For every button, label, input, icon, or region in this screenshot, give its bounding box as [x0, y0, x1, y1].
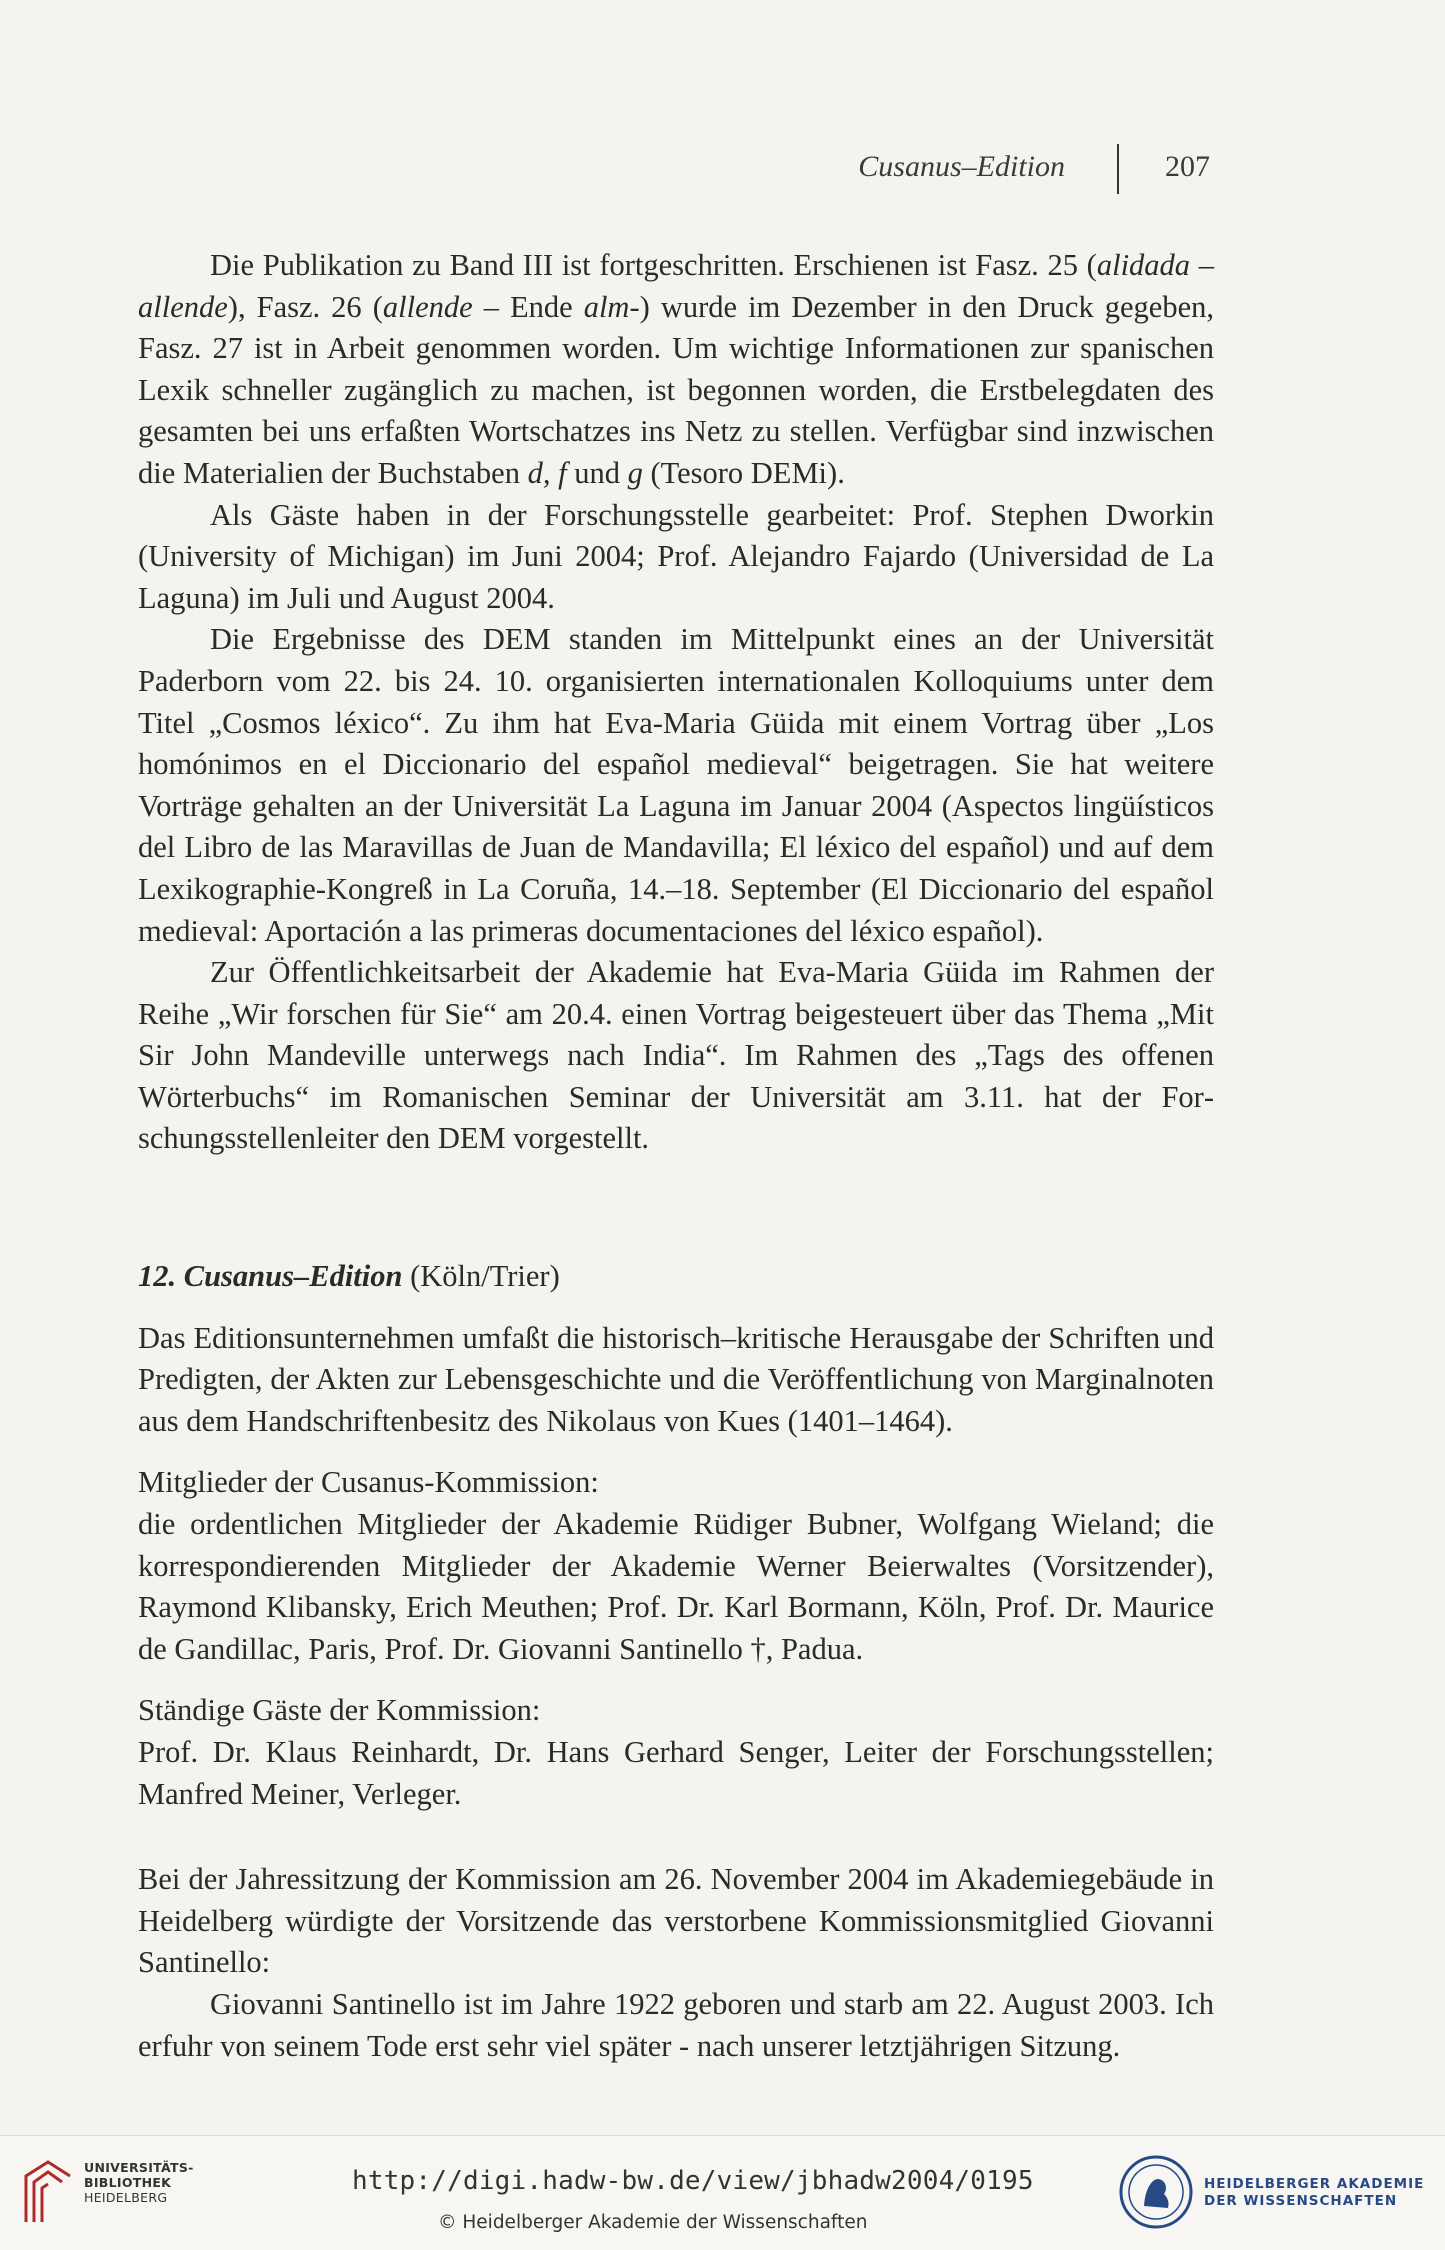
text-run: und	[566, 455, 628, 490]
academy-name-line: HEIDELBERGER AKADEMIE	[1204, 2176, 1425, 2192]
university-library-name	[84, 2160, 194, 2205]
running-head	[0, 144, 1445, 194]
paragraph-guests: Als Gäste haben in der Forschungsstelle gearbeitet: Prof. Stephen Dworkin (University of Michigan) im Juni 2004; Prof. Alejandro Fajardo (Universidad de La Laguna) im Juli und August 2004.	[138, 497, 1214, 615]
italic-run: alidada –allende	[138, 248, 1214, 324]
page-number: 207	[1165, 150, 1210, 183]
paragraph-santinello: Giovanni Santinello ist im Jahre 1922 geboren und starb am 22. August 2003. Ich erfuhr von seinem Tode erst sehr viel später - nach unserer letztjährigen Sitzung.	[138, 1986, 1214, 2063]
running-head-divider	[1117, 144, 1119, 194]
italic-run: alm-	[583, 289, 640, 324]
guests-label: Ständige Gäste der Kommission:	[138, 1693, 541, 1728]
paragraph-edition-scope: Das Editionsunternehmen umfaßt die historisch–kritische Herausgabe der Schriften und Predigten, der Akten zur Lebensgeschichte und die Veröffentlichung von Marginalnoten aus dem Handschriftenbesitz des Nikolaus von Kues (1401–1464).	[138, 1320, 1214, 1438]
paragraph-public-outreach: Zur Öffentlichkeitsarbeit der Akademie hat Eva-Maria Güida im Rahmen der Reihe „Wir forschen für Sie“ am 20.4. einen Vortrag beigesteuert über das Thema „Mit Sir John Mandeville unterwegs nach India“. Im Rahmen des „Tags des offenen Wörterbuchs“ im Romanischen Seminar der Universität am 3.11. hat der Forschungsstellenleiter den DEM vorgestellt.	[138, 955, 1214, 1156]
section-place: (Köln/Trier)	[402, 1259, 560, 1294]
academy-name	[1204, 2176, 1424, 2210]
guests-list: Prof. Dr. Klaus Reinhardt, Dr. Hans Gerhard Senger, Leiter der Forschungsstellen; Manfred Meiner, Verleger.	[138, 1735, 1214, 1811]
academy-seal-logo	[1118, 2154, 1194, 2230]
italic-run: g	[627, 455, 643, 490]
permalink-url[interactable]: http://digi.hadw-bw.de/view/jbhadw2004/0195	[352, 2166, 1034, 2196]
academy-name-line: DER WISSENSCHAFTEN	[1204, 2193, 1398, 2209]
library-name-line: HEIDELBERG	[84, 2190, 168, 2205]
members-list: die ordentlichen Mitglieder der Akademie Rüdiger Bubner, Wolfgang Wieland; die korrespondierenden Mitglieder der Akademie Werner Beierwaltes (Vorsitzender), Raymond Klibansky, Erich Meuthen; Prof. Dr. Karl Bormann, Köln, Prof. Dr. Maurice de Gandillac, Paris, Prof. Dr. Giovanni Santinello †, Padua.	[138, 1507, 1214, 1666]
italic-run: allende	[382, 289, 473, 324]
members-label: Mitglieder der Cusanus-Kommission:	[138, 1465, 599, 1500]
library-name-line: BIBLIOTHEK	[84, 2175, 172, 2190]
paragraph-publication	[138, 245, 1214, 495]
paragraph-annual-meeting: Bei der Jahressitzung der Kommission am 26. November 2004 im Akademiegebäude in Heidelberg würdigte der Vorsitzende das verstorbene Kommissionsmitglied Giovanni Santinello:	[138, 1862, 1214, 1980]
text-run: – Ende	[472, 289, 584, 324]
university-library-logo	[18, 2156, 78, 2228]
section-title: 12. Cusanus–Edition	[138, 1259, 403, 1294]
section-heading	[138, 1256, 1214, 1298]
text-run: Die Publikation zu Band III ist fortgeschritten. Erschienen ist Fasz. 25 (	[210, 248, 1097, 282]
text-run: (Tesoro DEMi).	[642, 455, 845, 490]
running-head-title: Cusanus–Edition	[858, 150, 1065, 183]
viewer-footer	[0, 2135, 1445, 2250]
body-text	[138, 245, 1214, 2067]
text-run: ), Fasz. 26 (	[227, 289, 383, 324]
library-name-line: UNIVERSITÄTS-	[84, 2160, 194, 2175]
paragraph-colloquium: Die Ergebnisse des DEM standen im Mittelpunkt eines an der Universität Paderborn vom 22. bis 24. 10. organisierten internationalen Kolloquiums unter dem Titel „Cosmos léxico“. Zu ihm hat Eva-Maria Güida mit einem Vortrag über „Los homónimos en el Diccionario del español medieval“ beigetragen. Sie hat weitere Vorträge gehalten an der Universität La Laguna im Januar 2004 (Aspectos lingüísticos del Libro de las Maravillas de Juan de Mandavilla; El léxico del español) und auf dem Lexikographie-Kongreß in La Coruña, 14.–18. September (El Diccionario del español medieval: Aportación a las primeras documentaciones del léxico español).	[138, 622, 1214, 948]
italic-run: d, f	[527, 455, 567, 490]
copyright-notice: © Heidelberger Akademie der Wissenschaften	[438, 2212, 868, 2233]
text-run: ) wurde im Dezember in den Druck gegeben, Fasz. 27 ist in Arbeit genommen worden. Um wichtige Informationen zur spanischen Lexik schneller zugänglich zu machen, ist begonnen worden, die Erstbelegdaten des gesamten bei uns erfaßten Wortschatzes ins Netz zu stellen. Verfügbar sind inzwischen die Materialien der Buchstaben	[138, 289, 1214, 490]
